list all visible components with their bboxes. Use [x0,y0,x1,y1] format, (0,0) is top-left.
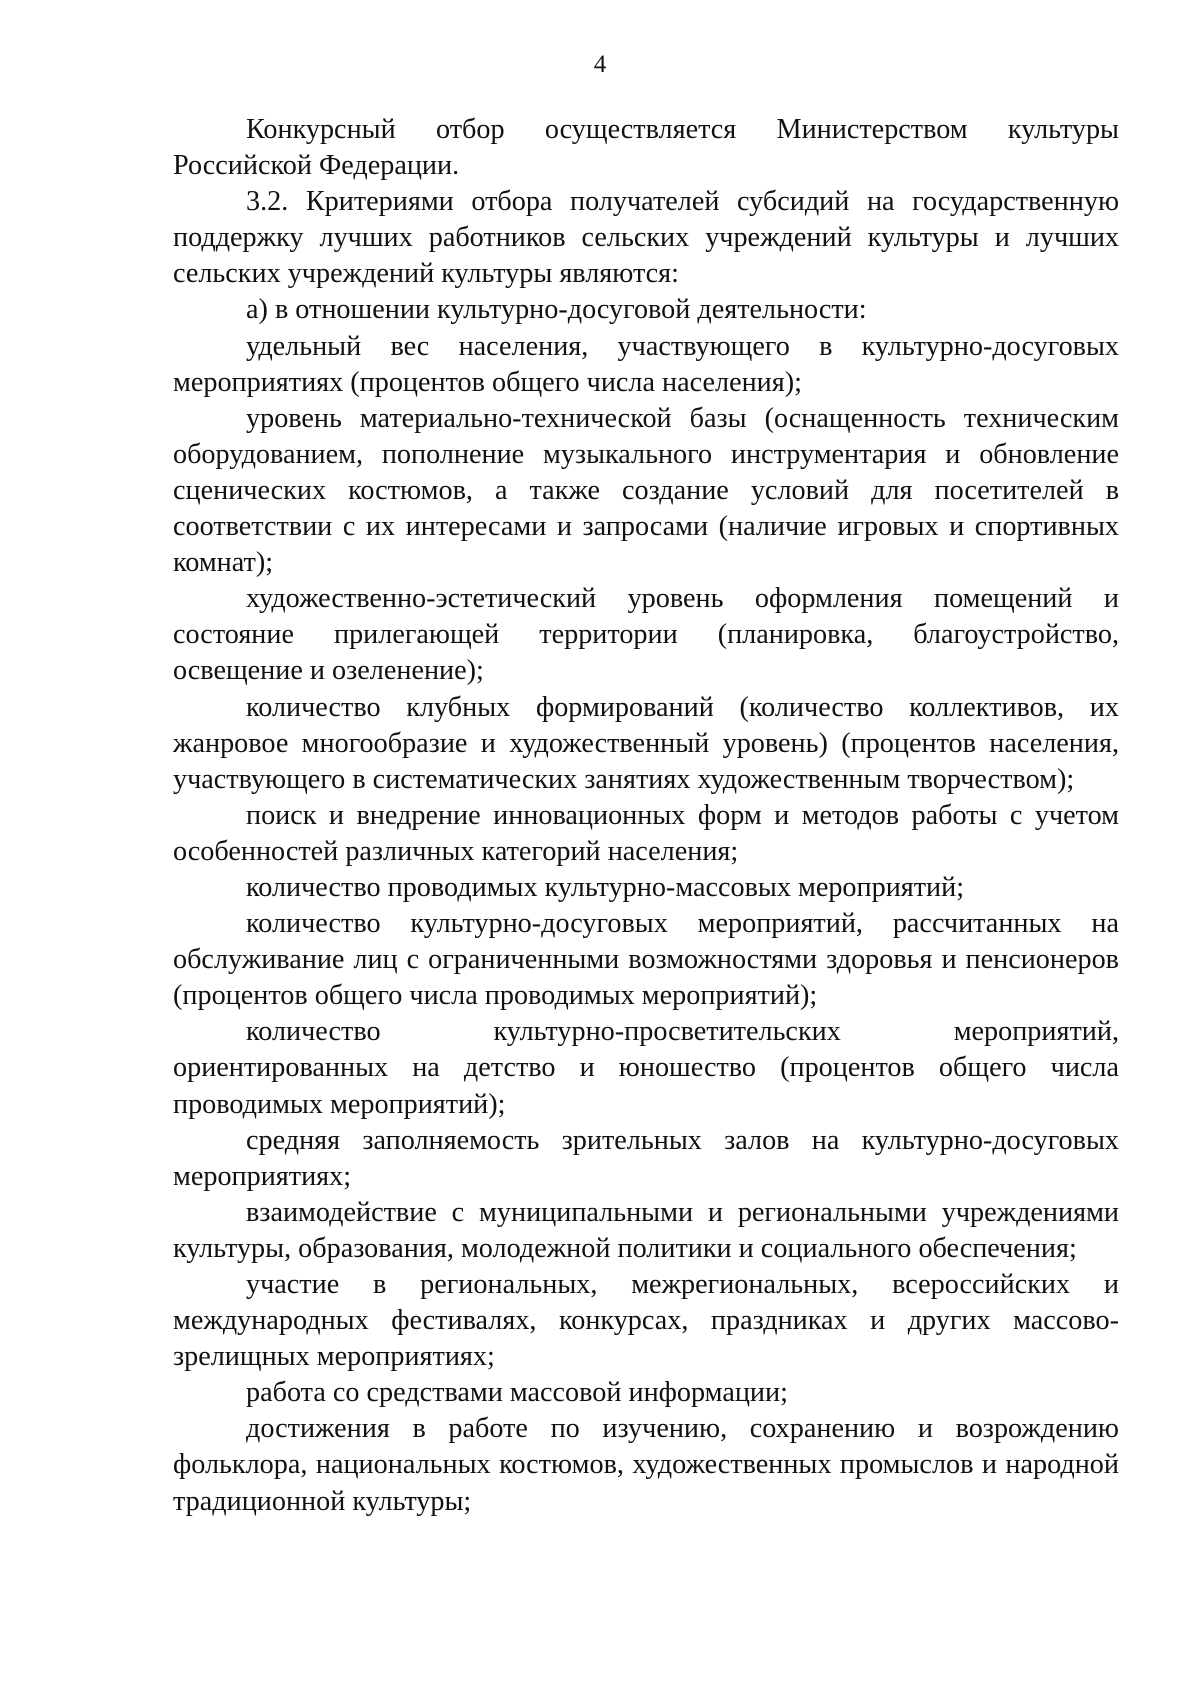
paragraph-criterion: достижения в работе по изучению, сохранению и возрождению фольклора, национальных костюмов, художественных промыслов и народной традиционной культуры; [173,1413,1119,1517]
paragraph-criterion: количество культурно-просветительских мероприятий, ориентированных на детство и юношество (процентов общего числа проводимых мероприятий); [173,1016,1119,1120]
paragraph-criterion: участие в региональных, межрегиональных, всероссийских и международных фестивалях, конкурсах, праздниках и других массово-зрелищных мероприятиях; [173,1269,1119,1373]
paragraph-criterion: художественно-эстетический уровень оформления помещений и состояние прилегающей территории (планировка, благоустройство, освещение и озеленение); [173,583,1119,687]
paragraph-criterion: взаимодействие с муниципальными и региональными учреждениями культуры, образования, молодежной политики и социального обеспечения; [173,1196,1119,1264]
paragraph-criterion: поиск и внедрение инновационных форм и методов работы с учетом особенностей различных категорий населения; [173,799,1119,867]
paragraph-criteria-intro: 3.2. Критериями отбора получателей субсидий на государственную поддержку лучших работников сельских учреждений культуры и лучших сельских учреждений культуры являются: [173,186,1119,290]
paragraph-criterion: работа со средствами массовой информации; [246,1377,788,1409]
paragraph-criterion: количество проводимых культурно-массовых мероприятий; [246,871,965,903]
paragraph-criterion: количество культурно-досуговых мероприятий, рассчитанных на обслуживание лиц с ограниченными возможностями здоровья и пенсионеров (процентов общего числа проводимых мероприятий); [173,908,1119,1012]
paragraph-criterion: средняя заполняемость зрительных залов на культурно-досуговых мероприятиях; [173,1124,1119,1192]
paragraph-criterion: удельный вес населения, участвующего в культурно-досуговых мероприятиях (процентов общего числа населения); [173,330,1119,398]
paragraph-selection-authority: Конкурсный отбор осуществляется Министерством культуры Российской Федерации. [173,114,1119,182]
document-body [173,112,1119,1520]
paragraph-criterion: количество клубных формирований (количество коллективов, их жанровое многообразие и художественный уровень) (процентов населения, участвующего в систематических занятиях художественным творчеством); [173,691,1119,795]
paragraph-cultural-leisure-heading: а) в отношении культурно-досуговой деятельности: [246,294,867,326]
page-number: 4 [593,51,607,78]
paragraph-criterion: уровень материально-технической базы (оснащенность техническим оборудованием, пополнение музыкального инструментария и обновление сценических костюмов, а также создание условий для посетителей в соответствии с их интересами и запросами (наличие игровых и спортивных комнат); [173,402,1119,579]
